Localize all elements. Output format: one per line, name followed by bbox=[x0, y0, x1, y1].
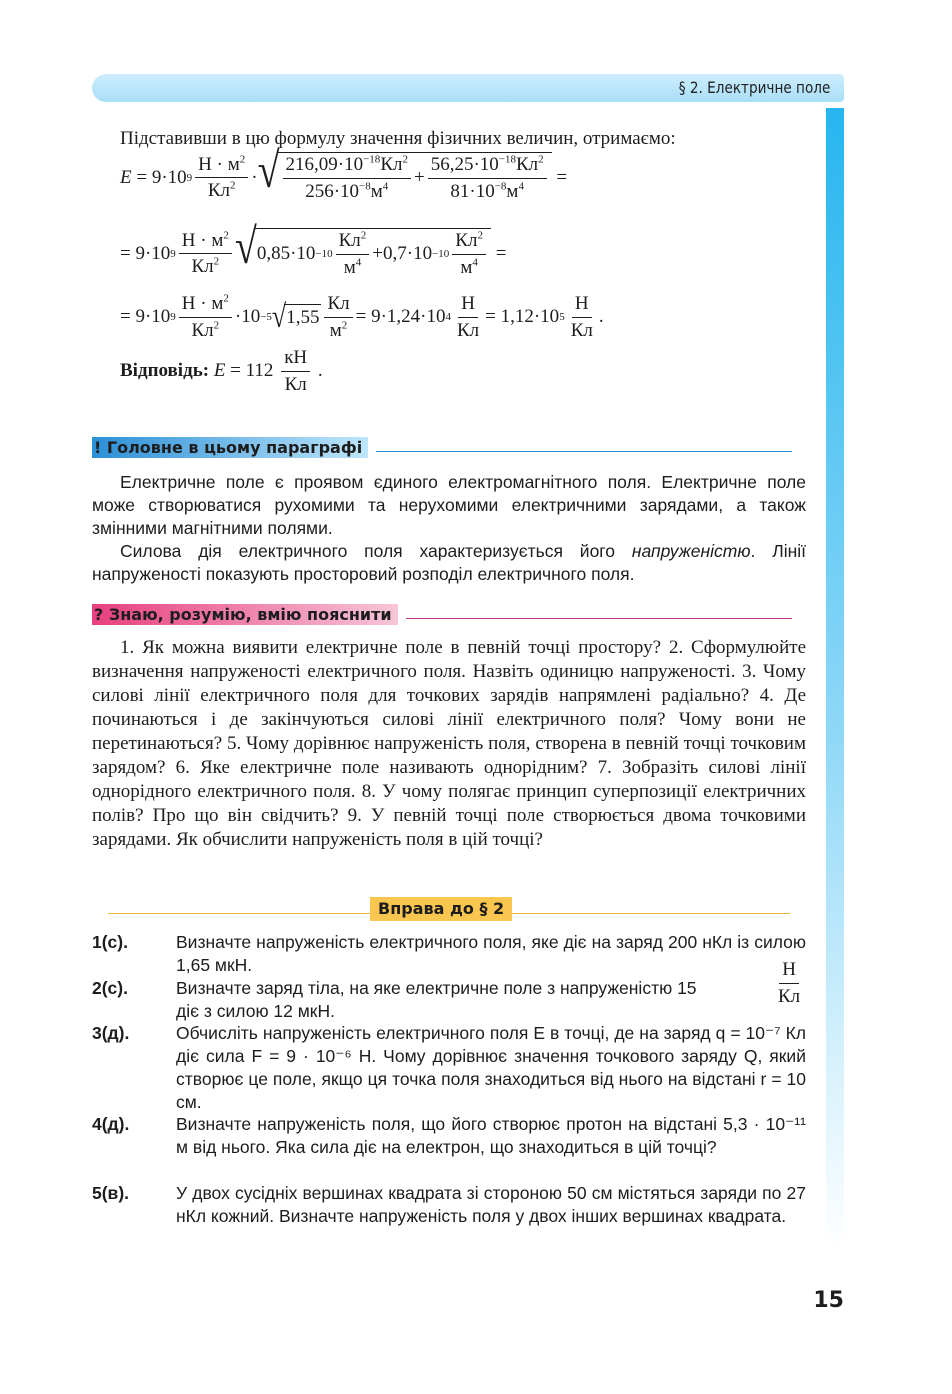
task-3 bbox=[92, 1022, 806, 1114]
formula-line-2: = 9·10 9 $\frac{Н \cdot м^2}{Кл^2}$ √ 0,85·10 −10 $\frac{Кл^2}{м^4}$ +0,7·10 −10 $\frac{Кл^2}{м^4}$ = bbox=[120, 217, 507, 278]
answer-end: . bbox=[317, 360, 323, 382]
task-text: Обчисліть напруженість електричного поля E в точці, де на заряд q = 10⁻⁷ Кл діє сила F = 9 · 10⁻⁶ Н. Чому дорівнює значення точкового заряду Q, який створює це поле, якщо ця точка поля знаходиться від нього на відстані r = 10 см. bbox=[176, 1023, 806, 1112]
task-number: 4(д). bbox=[92, 1114, 130, 1134]
formula-line-3: = 9·10 9 $\frac{Н \cdot м^2}{Кл^2}$ ·10 −5 √ 1,55 $\frac{Кл}{м^2}$ = 9·1,24·10 4 $\frac{Н}{Кл}$ = 1,12·10 5 $\frac{Н}{Кл}$ . bbox=[120, 292, 604, 341]
task-4 bbox=[92, 1113, 806, 1159]
exclamation-icon: ! bbox=[94, 437, 102, 457]
formula-line-1: E = 9·10 9 $\frac{Н \cdot м^2}{Кл^2}$ · √ $\frac{216,09\cdot 10^{-18}Кл^2}{256\cdot 10^{-8}м^4}$ + $\frac{56,25\cdot 10^{-18}Кл^2}{81\cdot 10^{-8}м^4}$ = bbox=[120, 141, 568, 202]
header-section-title: § 2. Електричне поле bbox=[678, 78, 830, 97]
task-text: У двох сусідніх вершинах квадрата зі стороною 50 см містяться заряди по 27 нКл кожний. Визначте напруженість поля у двох інших вершинах квадрата. bbox=[176, 1183, 806, 1226]
exercise-heading bbox=[108, 897, 790, 921]
exercise-title: Вправа до § 2 bbox=[370, 897, 512, 921]
task-number: 1(с). bbox=[92, 932, 128, 952]
side-color-strip bbox=[826, 108, 844, 1248]
main-para-1: Електричне поле є проявом єдиного електромагнітного поля. Електричне поле може створюватися рухомими та нерухомими електричними зарядами, а також змінними магнітними полями. bbox=[92, 472, 806, 538]
intro-line: Підставивши в цю формулу значення фізичних величин, отримаємо: bbox=[120, 128, 676, 149]
question-icon: ? bbox=[94, 604, 104, 624]
main-para-2: Силова дія електричного поля характеризується його напруженістю. Лінії напруженості показують просторовий розподіл електричного поля. bbox=[92, 541, 806, 584]
questions-section-title: Знаю, розумію, вмію пояснити bbox=[108, 604, 392, 624]
answer-label: Відповідь: bbox=[120, 360, 210, 382]
task-number: 2(с). bbox=[92, 978, 128, 998]
questions-text: 1. Як можна виявити електричне поле в певній точці простору? 2. Сформулюйте визначення напруженості електричного поля. Назвіть одиницю напруженості. 3. Чому силові лінії електричного поля для точкових зарядів напрямлені радіально? 4. Де починаються і де закінчуються силові лінії електричного поля? Чому вони не перетинаються? 5. Чому дорівнює напруженість поля, створена в певній точці точковим зарядом? 6. Яке електричне поле називають однорідним? 7. Зобразіть силові лінії однорідного електричного поля. 8. У чому полягає принцип суперпозиції електричних полів? Про що він свідчить? 9. У певній точці поле створюється двома точковими зарядами. Як обчислити напруженість поля в цій точці? bbox=[92, 637, 806, 850]
answer-unit-num: кН bbox=[281, 346, 310, 372]
questions-section-heading bbox=[92, 603, 792, 625]
task-2 bbox=[92, 977, 806, 1023]
task-number: 3(д). bbox=[92, 1023, 130, 1043]
main-section-text bbox=[92, 471, 806, 586]
answer-line: Відповідь: E = 112 $\frac{кН}{Кл}$ . bbox=[120, 347, 323, 395]
task-number: 5(в). bbox=[92, 1183, 130, 1203]
page-number: 15 bbox=[813, 1288, 844, 1313]
task-1 bbox=[92, 931, 806, 977]
main-section-heading bbox=[92, 436, 792, 458]
task-text: Визначте заряд тіла, на яке електричне поле з напруженістю 15 діє з силою 12 мкН. bbox=[176, 978, 697, 1021]
main-section-title: Головне в цьому параграфі bbox=[106, 437, 363, 457]
answer-unit-den: Кл bbox=[284, 373, 307, 395]
task-2-unit: $\frac{Н}{Кл}$ bbox=[778, 959, 801, 1007]
task-text: Визначте напруженість електричного поля, яке діє на заряд 200 нКл із силою 1,65 мкН. bbox=[176, 932, 806, 975]
task-text: Визначте напруженість поля, що його створює протон на відстані 5,3 · 10⁻¹¹ м від нього. Яка сила діє на електрон, що знаходиться в цій точці? bbox=[176, 1114, 806, 1157]
task-5 bbox=[92, 1182, 806, 1228]
running-header bbox=[92, 74, 844, 102]
